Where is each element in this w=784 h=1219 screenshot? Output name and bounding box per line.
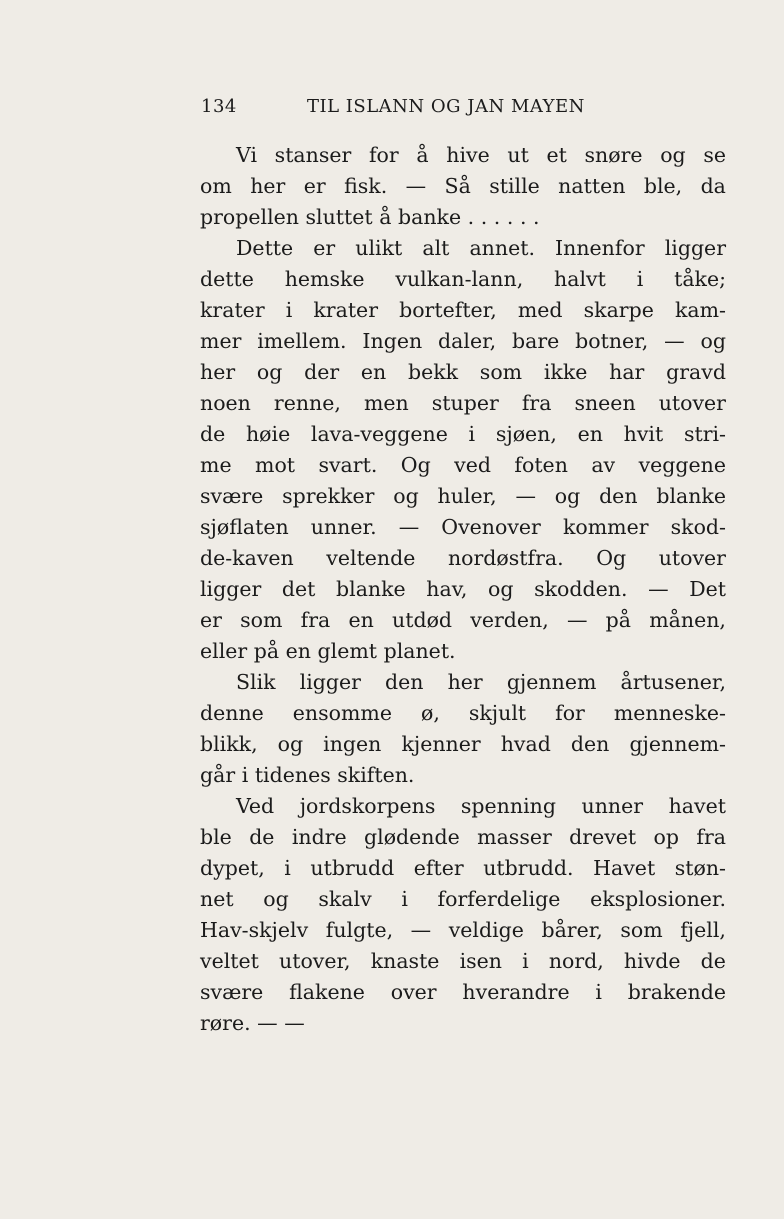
text-line: svære sprekker og huler, — og den blanke xyxy=(200,484,726,508)
text-line: propellen sluttet å banke . . . . . . xyxy=(200,205,540,229)
text-line: de-kaven veltende nordøstfra. Og utover xyxy=(200,546,726,570)
text-line: eller på en glemt planet. xyxy=(200,639,456,663)
text-line: Hav-skjelv fulgte, — veldige bårer, som fjell, xyxy=(200,918,726,942)
text-line: ligger det blanke hav, og skodden. — Det xyxy=(200,577,726,601)
text-line: røre. — — xyxy=(200,1011,305,1035)
text-line: Vi stanser for å hive ut et snøre og se xyxy=(236,143,726,167)
text-line: dypet, i utbrudd efter utbrudd. Havet støn- xyxy=(200,856,726,880)
text-line: her og der en bekk som ikke har gravd xyxy=(200,360,726,384)
running-title: TIL ISLANN OG JAN MAYEN xyxy=(307,96,585,117)
page-header xyxy=(201,96,621,120)
text-line: sjøflaten unner. — Ovenover kommer skod- xyxy=(200,515,726,539)
text-line: dette hemske vulkan-lann, halvt i tåke; xyxy=(200,267,726,291)
body-text xyxy=(200,140,726,1039)
page-number: 134 xyxy=(201,96,237,117)
text-line: denne ensomme ø, skjult for menneske- xyxy=(200,701,726,725)
text-line: Slik ligger den her gjennem årtusener, xyxy=(236,670,726,694)
text-line: går i tidenes skiften. xyxy=(200,763,415,787)
text-line: blikk, og ingen kjenner hvad den gjennem- xyxy=(200,732,726,756)
text-line: veltet utover, knaste isen i nord, hivde de xyxy=(200,949,726,973)
text-line: om her er fisk. — Så stille natten ble, da xyxy=(200,174,726,198)
text-line: ble de indre glødende masser drevet op fra xyxy=(200,825,726,849)
text-line: mer imellem. Ingen daler, bare botner, — og xyxy=(200,329,726,353)
text-line: svære flakene over hverandre i brakende xyxy=(200,980,726,1004)
text-line: Dette er ulikt alt annet. Innenfor ligger xyxy=(236,236,726,260)
text-line: net og skalv i forferdelige eksplosioner. xyxy=(200,887,726,911)
text-line: noen renne, men stuper fra sneen utover xyxy=(200,391,726,415)
text-line: er som fra en utdød verden, — på månen, xyxy=(200,608,726,632)
text-line: me mot svart. Og ved foten av veggene xyxy=(200,453,726,477)
text-line: Ved jordskorpens spenning unner havet xyxy=(236,794,726,818)
text-line: de høie lava-veggene i sjøen, en hvit stri- xyxy=(200,422,726,446)
text-line: krater i krater bortefter, med skarpe kam- xyxy=(200,298,726,322)
